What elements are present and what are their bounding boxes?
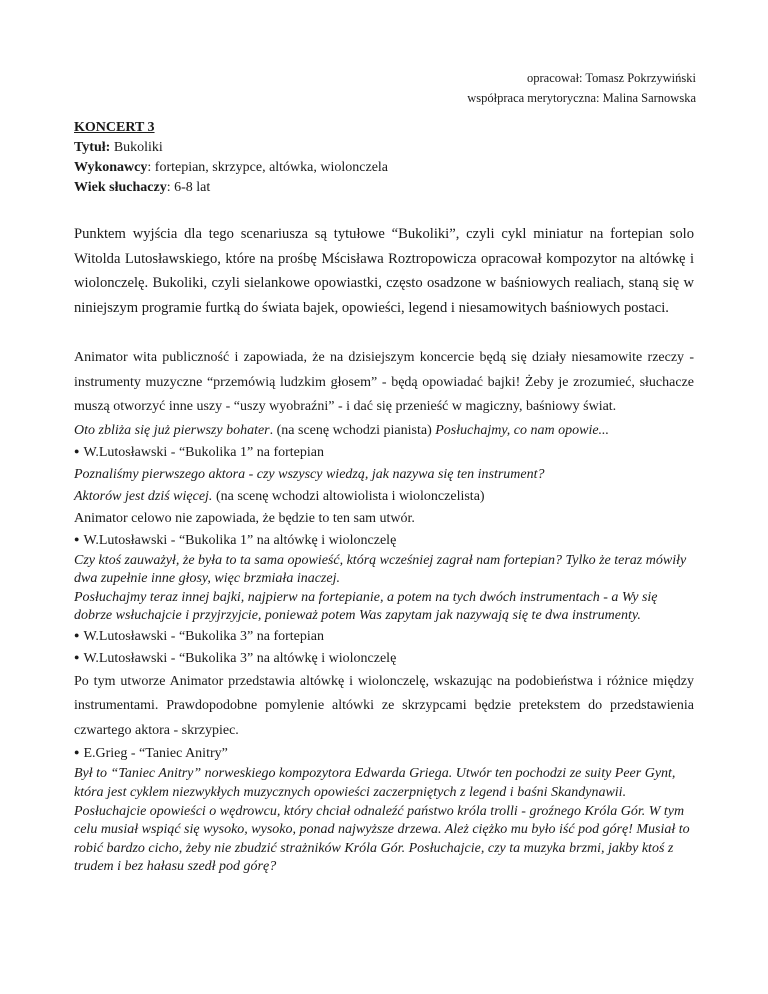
first-actor-question — [74, 464, 694, 486]
program-item-5: ● E.Grieg - “Taniec Anitry” — [74, 743, 694, 765]
more-actors-line — [74, 486, 694, 508]
intro-paragraph: Punktem wyjścia dla tego scenariusza są tytułowe “Bukoliki”, czyli cykl miniatur na fortepian solo Witolda Lutosławskiego, które na prośbę Mścisława Roztropowicza opracował kompozytor na altówkę i wiolonczelę. Bukoliki, czyli sielankowe opowiastki, często osadzone w baśniowych realiach, staną się w niniejszym programie furtką do świata bajek, opowieści, legend i niesamowitych baśniowych postaci. — [74, 226, 694, 316]
first-hero-line — [74, 420, 694, 442]
same-story-question-text: Czy ktoś zauważył, że była to ta sama opowieść, którą wcześniej zagrał nam fortepian? Tylko że teraz mówiły dwa zupełnie inne głosy, więc brzmiała inaczej. — [74, 552, 687, 587]
title-line — [74, 138, 388, 158]
more-actors-stage-note: (na scenę wchodzi altowiolista i wiolonczelista) — [212, 488, 485, 504]
age-line — [74, 178, 388, 198]
program-item-2: ● W.Lutosławski - “Bukolika 1” na altówkę i wiolonczelę — [74, 530, 694, 552]
program-item-3: ● W.Lutosławski - “Bukolika 3” na fortepian — [74, 626, 694, 648]
performers-line — [74, 158, 388, 178]
instrument-comparison: Po tym utworze Animator przedstawia altówkę i wiolonczelę, wskazując na podobieństwa i różnice między instrumentami. Prawdopodobne pomylenie altówki ze skrzypcami będzie pretekstem do przedstawienia czwartego aktora - skrzypiec. — [74, 673, 694, 738]
first-hero-listen: Posłuchajmy, co nam opowie... — [435, 422, 610, 438]
wanderer-story-text: Posłuchajcie opowieści o wędrowcu, który chciał odnaleźć państwo króla trolli - groźnego Króla Gór. W tym celu musiał wspiąć się wysoko, wysoko, ponad najwyższe drzewa. Ależ ciężko mu było iść pod górę! Musiał to robić bardzo cicho, żeby nie zbudzić strażników Króla Gór. Posłuchajcie, czy ta muzyka brzmi, jakby ktoś z trudem i bez hałasu szedł pod górę? — [74, 803, 690, 875]
concert-heading: KONCERT 3 — [74, 120, 155, 135]
listen-another-tale-text: Posłuchajmy teraz innej bajki, najpierw na fortepianie, a potem na tych dwóch instrumentach - a Wy się dobrze wsłuchajcie i przyjrzyjcie, ponieważ potem Was zapytam jak nazywają się te dwa instrumenty. — [74, 589, 658, 624]
credits-block — [467, 68, 696, 108]
age-label: Wiek słuchaczy — [74, 180, 167, 195]
program-item-4: ● W.Lutosławski - “Bukolika 3” na altówkę i wiolonczelę — [74, 648, 694, 670]
concert-meta — [74, 118, 388, 198]
grieg-description — [74, 765, 694, 802]
title-value: Bukoliki — [113, 140, 163, 155]
same-story-question — [74, 552, 694, 589]
performers-value: : fortepian, skrzypce, altówka, wiolonczela — [147, 160, 389, 175]
grieg-description-text: Był to “Taniec Anitry” norweskiego kompozytora Edwarda Griega. Utwór ten pochodzi ze suity Peer Gynt, która jest cyklem niezwykłych muzycznych opowieści zaczerpniętych z legend i baśni Skandynawii. — [74, 766, 676, 800]
program-item-1: ● W.Lutosławski - “Bukolika 1” na fortepian — [74, 442, 694, 464]
first-actor-question-text: Poznaliśmy pierwszego aktora - czy wszyscy wiedzą, jak nazywa się ten instrument? — [74, 466, 545, 482]
listen-another-tale — [74, 589, 694, 626]
title-label: Tytuł: — [74, 140, 111, 155]
author-credit: opracował: Tomasz Pokrzywiński — [526, 71, 696, 85]
animator-greeting: Animator wita publiczność i zapowiada, że na dzisiejszym koncercie będą się działy niesamowite rzeczy - instrumenty muzyczne “przemówią ludzkim głosem” - będą opowiadać bajki! Żeby je zrozumieć, słuchacze muszą otworzyć inne uszy - “uszy wyobraźni” - i dać się przenieść w magiczny, baśniowy świat. — [74, 350, 694, 414]
consultant-credit: współpraca merytoryczna: Malina Sarnowska — [467, 91, 696, 105]
scenario-body — [74, 346, 694, 877]
first-hero-stage-note: . (na scenę wchodzi pianista) — [269, 422, 436, 438]
performers-label: Wykonawcy — [74, 160, 148, 175]
more-actors-italic: Aktorów jest dziś więcej. — [74, 488, 213, 504]
wanderer-story — [74, 803, 694, 877]
age-value: : 6-8 lat — [166, 180, 211, 195]
first-hero-italic: Oto zbliża się już pierwszy bohater — [74, 422, 270, 438]
same-piece-note: Animator celowo nie zapowiada, że będzie to ten sam utwór. — [74, 510, 415, 526]
